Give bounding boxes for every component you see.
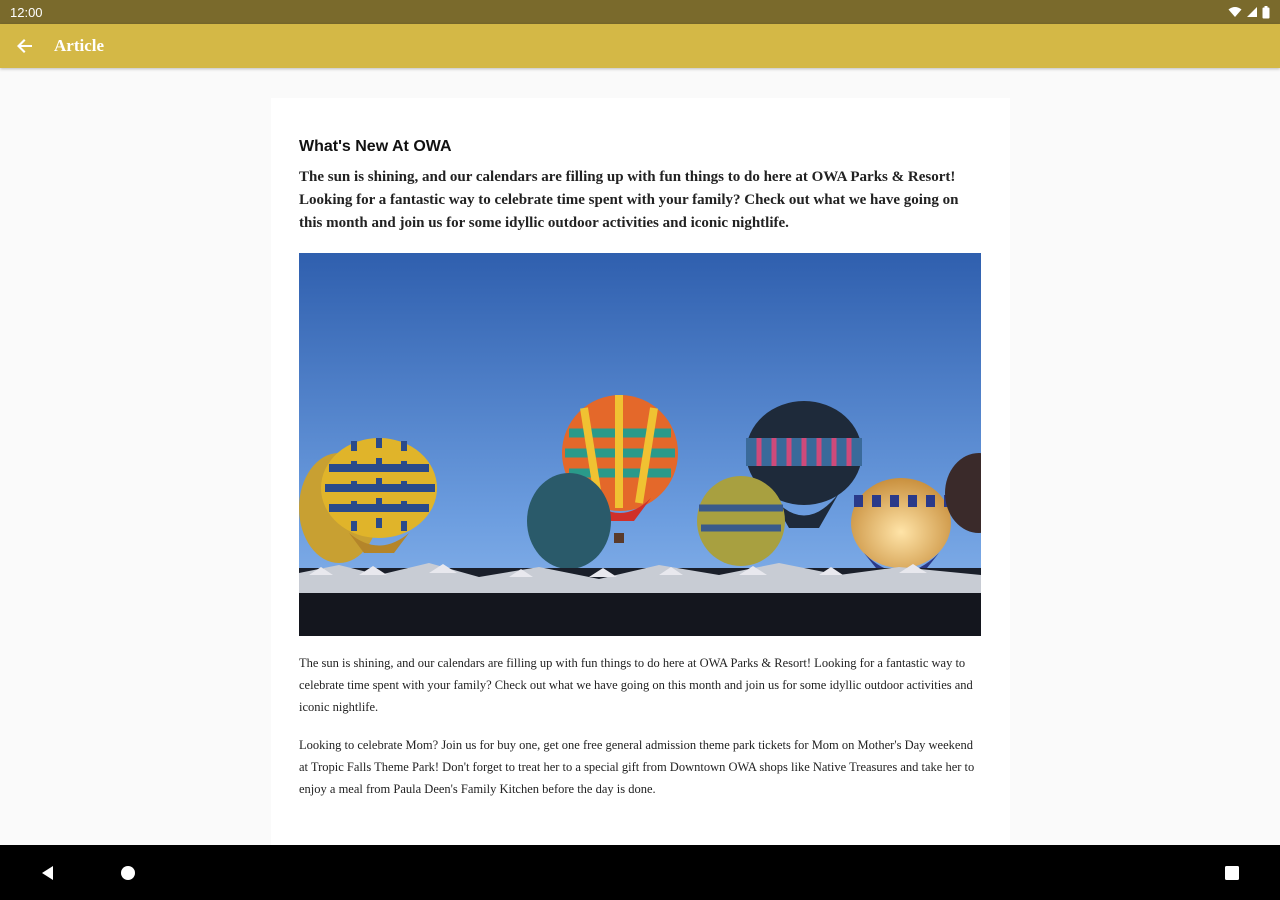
hot-air-balloons-image [299, 253, 981, 636]
circle-home-icon [120, 865, 136, 881]
article-lead: The sun is shining, and our calendars are filling up with fun things to do here at OWA Parks & Resort! Looking for a fantastic way to celebrate time spent with your family? Check out what we have going on this month and join us for some idyllic outdoor activities and iconic nightlife. [299, 169, 959, 231]
article-title: What's New At OWA [299, 138, 452, 155]
battery-icon [1262, 6, 1270, 19]
article-paragraph: Looking to celebrate Mom? Join us for buy one, get one free general admission theme park tickets for Mom on Mother's Day weekend at Tropic Falls Theme Park! Don't forget to treat her to a special gift from Downtown OWA shops like Native Treasures and take her to enjoy a meal from Paula Deen's Family Kitchen before the day is done. [299, 738, 975, 796]
system-nav-bar [0, 845, 1280, 900]
triangle-back-icon [40, 865, 56, 881]
article-scroll-area[interactable] [0, 68, 1280, 845]
status-icons [1228, 6, 1270, 19]
article-card [271, 98, 1010, 845]
nav-recents-button[interactable] [1202, 845, 1262, 900]
wifi-icon [1228, 6, 1242, 18]
article-paragraph: The sun is shining, and our calendars are filling up with fun things to do here at OWA Parks & Resort! Looking for a fantastic way to celebrate time spent with your family? Check out what we have going on this month and join us for some idyllic outdoor activities and iconic nightlife. [299, 656, 973, 714]
status-time: 12:00 [10, 4, 43, 20]
square-recents-icon [1224, 865, 1240, 881]
arrow-back-icon [16, 37, 34, 55]
nav-back-button[interactable] [18, 845, 78, 900]
status-bar [0, 0, 1280, 24]
signal-icon [1246, 6, 1258, 18]
app-bar [0, 24, 1280, 68]
back-button[interactable] [14, 35, 36, 57]
app-bar-title: Article [54, 36, 105, 55]
nav-home-button[interactable] [98, 845, 158, 900]
